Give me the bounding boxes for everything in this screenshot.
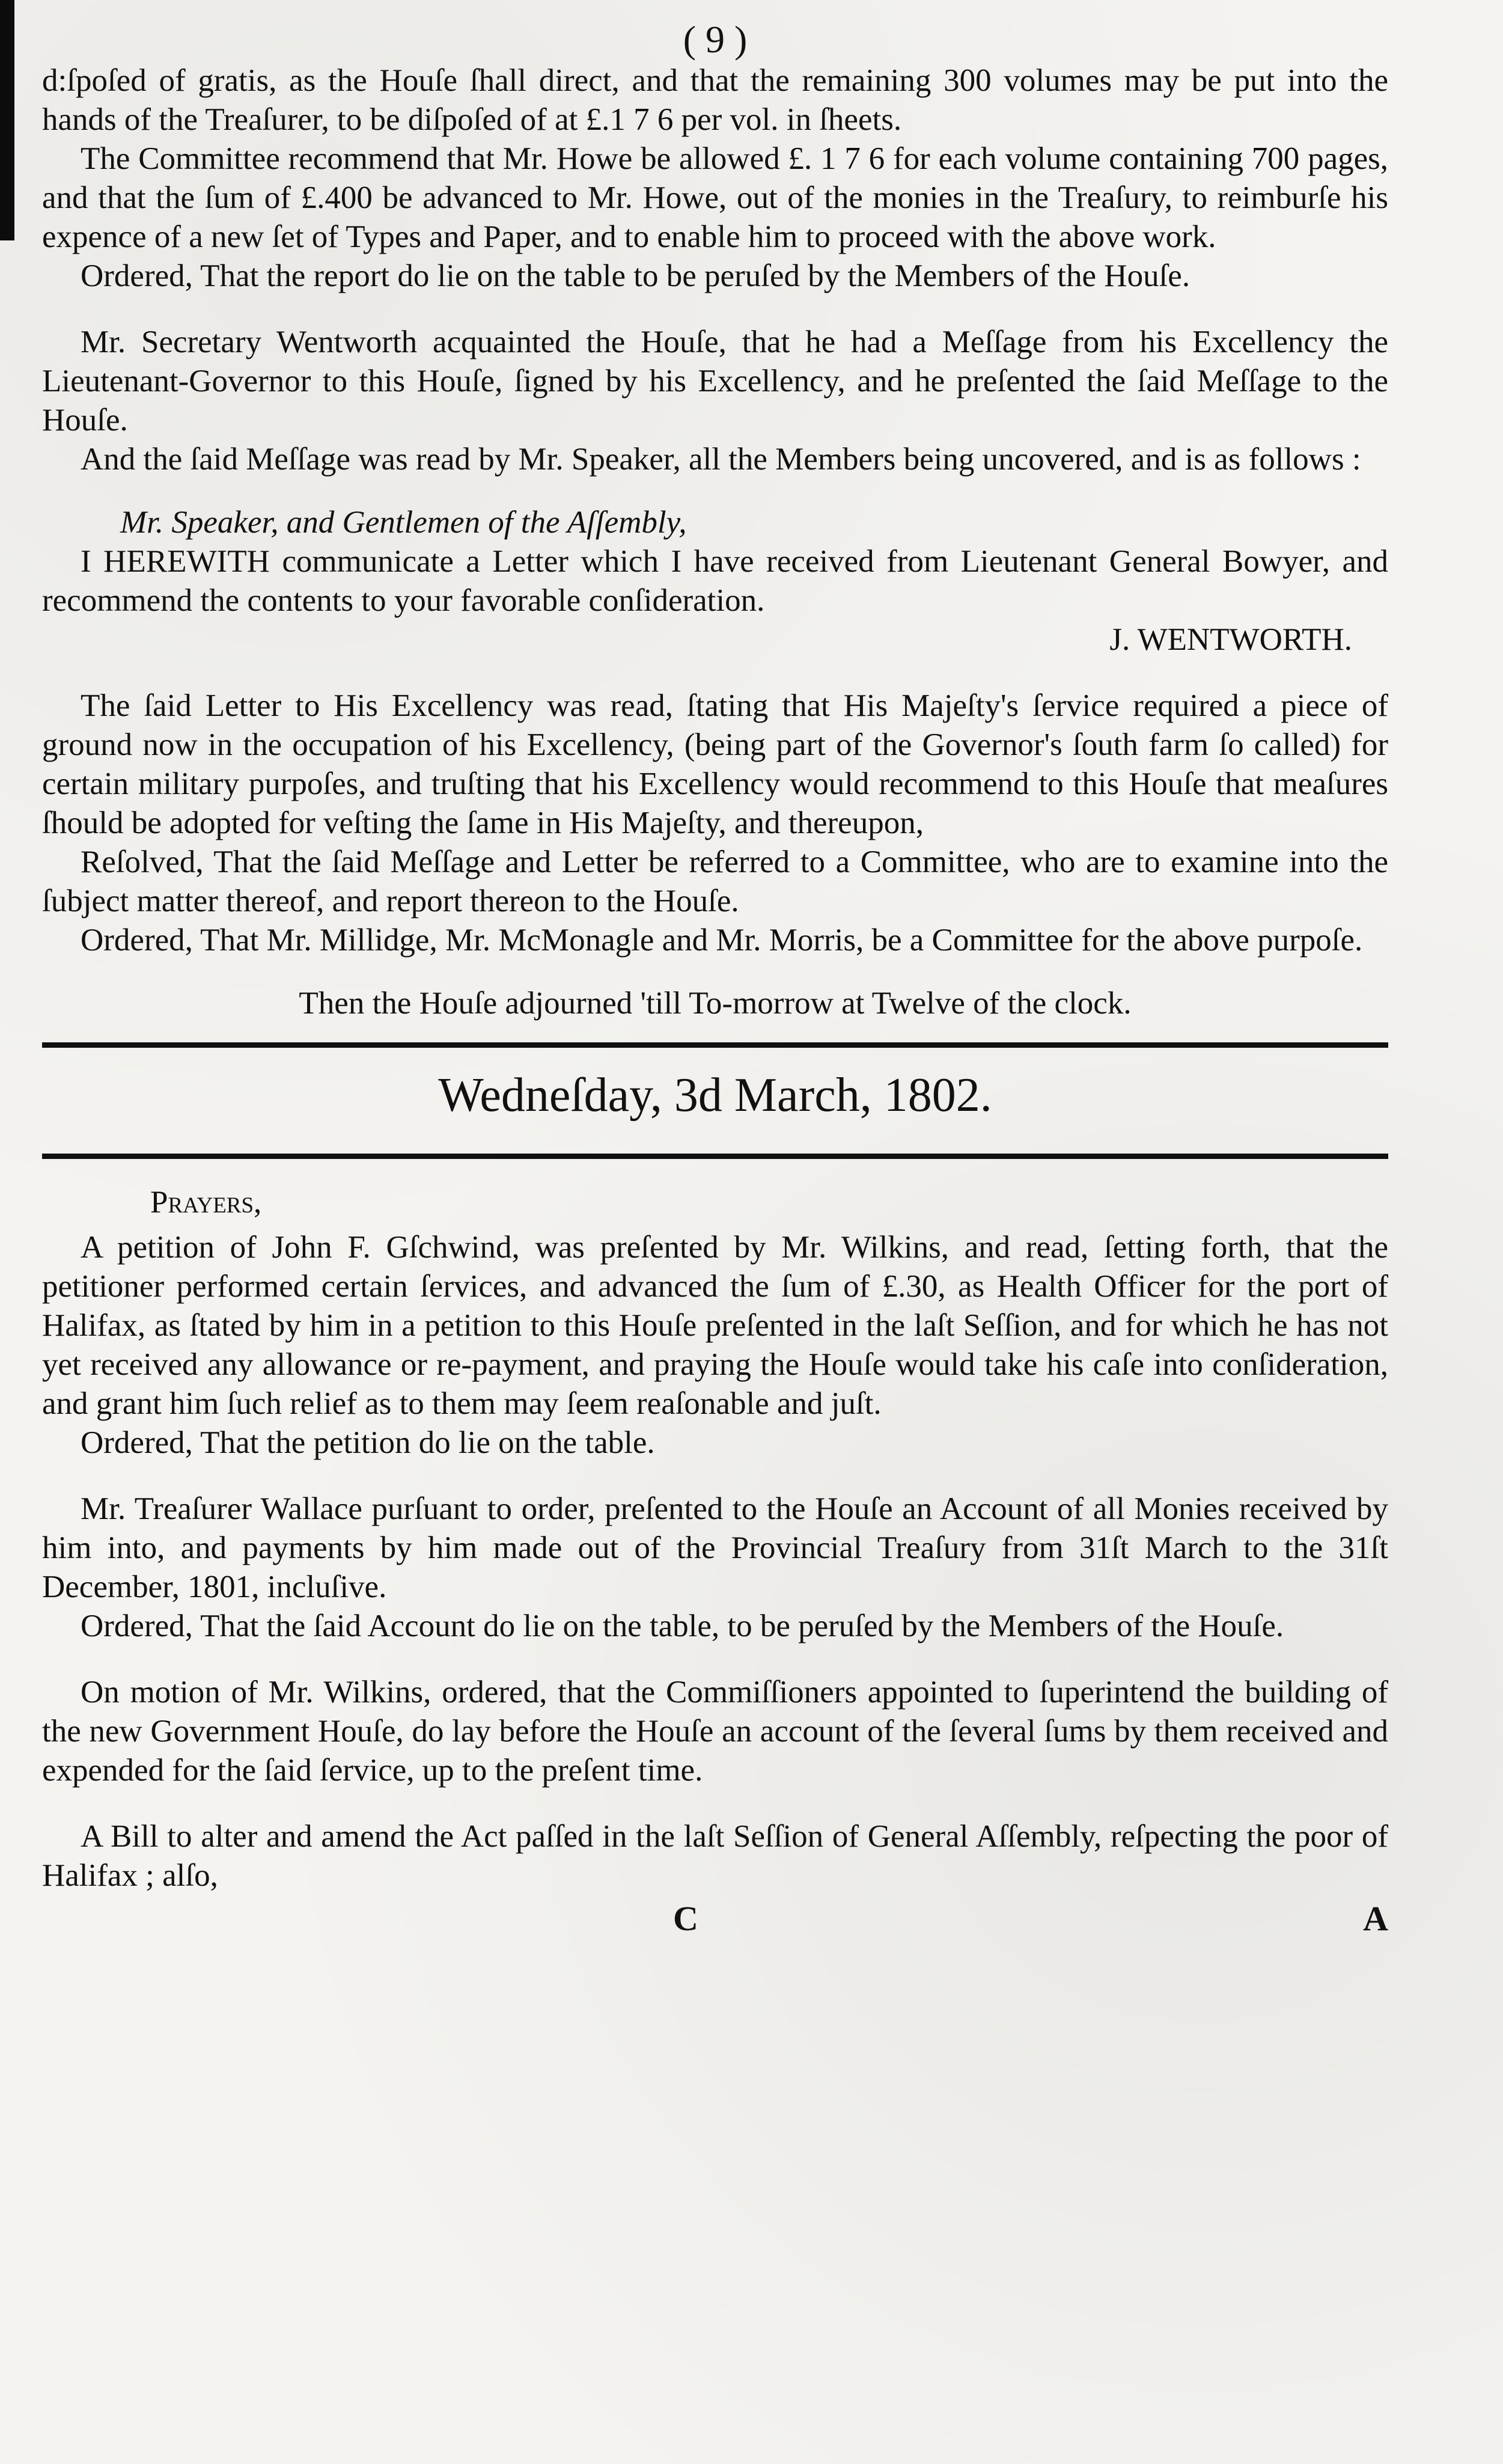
paragraph: Mr. Treaſurer Wallace purſuant to order, preſented to the Houſe an Account of all Monies received by him into, and payments by him made out of the Provincial Treaſury from 31ſt March to the 31ſt December, 1801, incluſive. xyxy=(42,1491,1388,1604)
paragraph: d:ſpoſed of gratis, as the Houſe ſhall direct, and that the remaining 300 volumes may be put into the hands of the Treaſurer, to be diſpoſed of at £.1 7 6 per vol. in ſheets. xyxy=(42,63,1388,137)
paragraph: Ordered, That the ſaid Account do lie on the table, to be peruſed by the Members of the Houſe. xyxy=(81,1609,1284,1643)
paragraph: A Bill to alter and amend the Act paſſed in the laſt Seſſion of General Aſſembly, reſpecting the poor of Halifax ; alſo, xyxy=(42,1819,1388,1893)
message-text: I HEREWITH communicate a Letter which I have received from Lieutenant General Bowyer, and recommend the contents to your favorable conſideration. xyxy=(42,544,1388,618)
divider-rule xyxy=(42,1042,1388,1048)
paragraph: The Committee recommend that Mr. Howe be allowed £. 1 7 6 for each volume containing 700 pages, and that the ſum of £.400 be advanced to Mr. Howe, out of the monies in the Treaſury, to reimburſe his expence of a new ſet of Types and Paper, and to enable him to proceed with the above work. xyxy=(42,141,1388,254)
paragraph: Reſolved, That the ſaid Meſſage and Letter be referred to a Committee, who are to examine into the ſubject matter thereof, and report thereon to the Houſe. xyxy=(42,845,1388,919)
paragraph: A petition of John F. Gſchwind, was preſented by Mr. Wilkins, and read, ſetting forth, that the petitioner performed certain ſervices, and advanced the ſum of £.30, as Health Officer for the port of Halifax, as ſtated by him in a petition to this Houſe preſented in the laſt Seſſion, and for which he has not yet received any allowance or re-payment, and praying the Houſe would take his caſe into conſideration, and grant him ſuch relief as to them may ſeem reaſonable and juſt. xyxy=(42,1230,1388,1421)
paragraph: The ſaid Letter to His Excellency was read, ſtating that His Majeſty's ſervice required a piece of ground now in the occupation of his Excellency, (being part of the Governor's ſouth farm ſo called) for certain military purpoſes, and truſting that his Excellency would recommend to this Houſe that meaſures ſhould be adopted for veſting the ſame in His Majeſty, and thereupon, xyxy=(42,688,1388,840)
paragraph: Ordered, That the report do lie on the table to be peruſed by the Members of the Houſe. xyxy=(81,258,1191,293)
message-address: Mr. Speaker, and Gentlemen of the Aſſembly, xyxy=(120,505,687,540)
signature-mark: C xyxy=(673,1899,698,1938)
adjournment-line: Then the Houſe adjourned 'till To-morrow at Twelve of the clock. xyxy=(299,986,1132,1021)
prayers-heading: Prayers, xyxy=(150,1185,262,1220)
paragraph: Ordered, That Mr. Millidge, Mr. McMonagle and Mr. Morris, be a Committee for the above purpoſe. xyxy=(81,923,1363,958)
paragraph: On motion of Mr. Wilkins, ordered, that the Commiſſioners appointed to ſuperintend the building of the new Government Houſe, do lay before the Houſe an account of the ſeveral ſums by them received and expended for the ſaid ſervice, up to the preſent time. xyxy=(42,1675,1388,1788)
paragraph: Mr. Secretary Wentworth acquainted the Houſe, that he had a Meſſage from his Excellency the Lieutenant-Governor to this Houſe, ſigned by his Excellency, and he preſented the ſaid Meſſage to the Houſe. xyxy=(42,325,1388,438)
message-signature: J. WENTWORTH. xyxy=(1109,622,1352,657)
page-number: ( 9 ) xyxy=(683,18,748,61)
date-heading: Wedneſday, 3d March, 1802. xyxy=(438,1069,992,1122)
page-content xyxy=(42,0,1388,1941)
paragraph: Ordered, That the petition do lie on the table. xyxy=(81,1425,655,1460)
divider-rule xyxy=(42,1154,1388,1159)
paragraph: And the ſaid Meſſage was read by Mr. Speaker, all the Members being uncovered, and is as follows : xyxy=(81,442,1361,477)
catchword: A xyxy=(1363,1899,1388,1938)
binding-edge xyxy=(0,0,14,240)
page-footer xyxy=(42,1899,1388,1941)
